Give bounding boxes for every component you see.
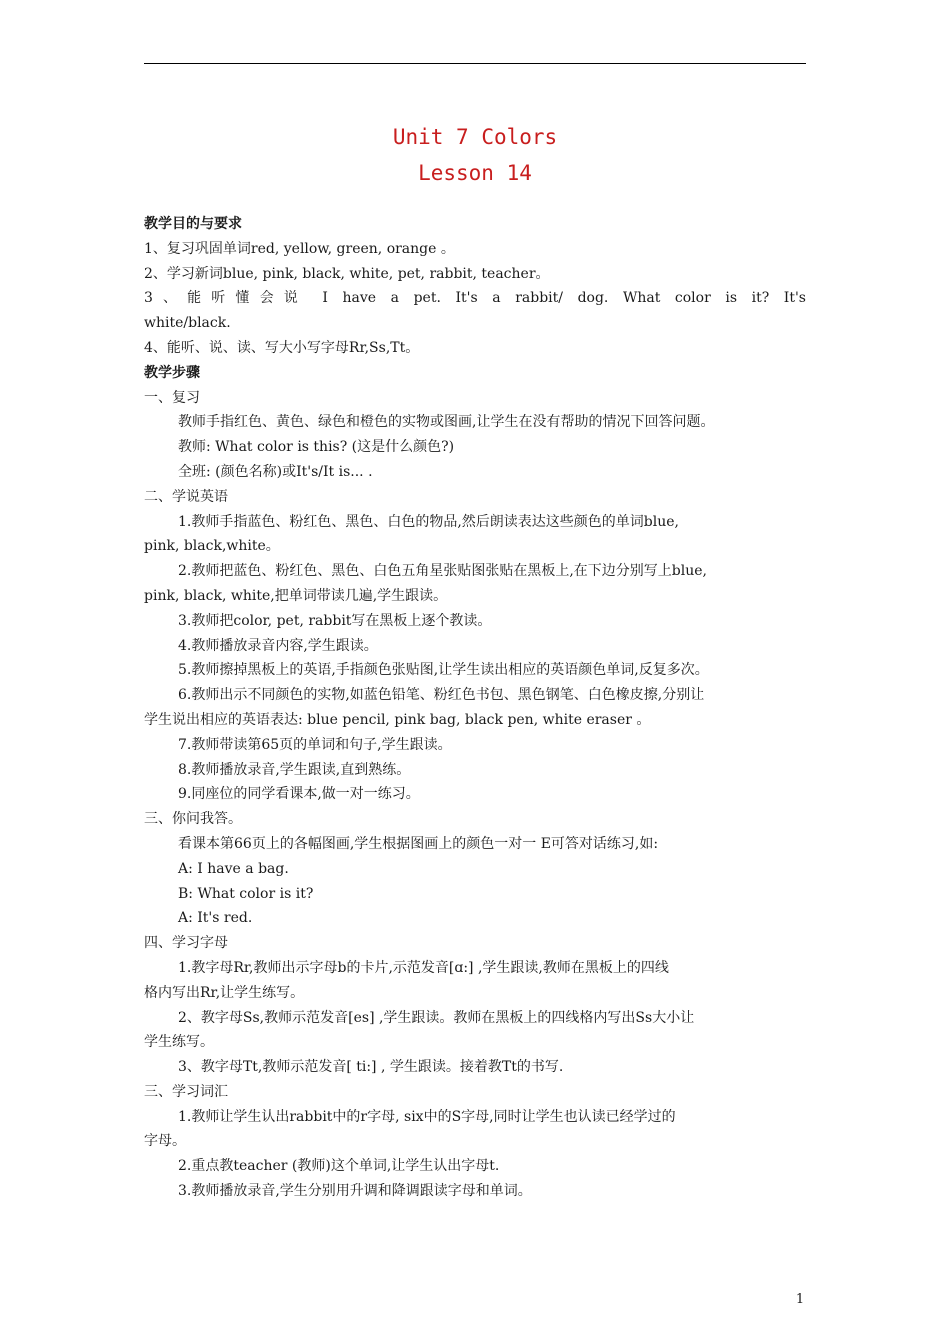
english-line: 4.教师播放录音内容,学生跟读。 — [178, 637, 378, 654]
qa-heading: 三、你问我答。 — [144, 811, 242, 828]
document-body — [144, 212, 806, 1204]
vocab-heading: 三、学习词汇 — [144, 1083, 228, 1100]
english-line: 2.教师把蓝色、粉红色、黑色、白色五角星张贴图张贴在黑板上,在下边分别写上blue, — [178, 563, 707, 580]
objective-item: 4、能听、说、读、写大小写字母Rr,Ss,Tt。 — [144, 339, 420, 356]
review-heading: 一、复习 — [144, 389, 200, 406]
vocab-line: 3.教师播放录音,学生分别用升调和降调跟读字母和单词。 — [178, 1183, 532, 1200]
english-line: 9.同座位的同学看课本,做一对一练习。 — [178, 786, 420, 803]
header-rule — [144, 63, 806, 64]
letters-heading: 四、学习字母 — [144, 935, 228, 952]
english-line: 7.教师带读第65页的单词和句子,学生跟读。 — [178, 736, 452, 753]
letters-line: 2、教字母Ss,教师示范发音[es] ,学生跟读。教师在黑板上的四线格内写出Ss大小让 — [178, 1009, 695, 1026]
objective-item: white/black. — [144, 315, 231, 332]
page-number: 1 — [795, 1292, 805, 1307]
objective-item: 2、学习新词blue, pink, black, white, pet, rabbit, teacher。 — [144, 265, 550, 282]
vocab-line: 2.重点教teacher (教师)这个单词,让学生认出字母t. — [178, 1158, 500, 1175]
review-line: 全班: (颜色名称)或It's/It is... . — [178, 463, 373, 480]
english-line: 学生说出相应的英语表达: blue pencil, pink bag, black pen, white eraser 。 — [144, 711, 651, 728]
objective-item: 3、能听懂会说 I have a pet. It's a rabbit/ dog. What color is it? It's — [144, 290, 806, 307]
english-line: pink, black,white。 — [144, 538, 280, 555]
vocab-line: 1.教师让学生认出rabbit中的r字母, six中的S字母,同时让学生也认读已经学过的 — [178, 1108, 676, 1125]
unit-title: Unit 7 Colors — [392, 125, 558, 149]
qa-line: A: It's red. — [178, 910, 253, 927]
english-line: 5.教师擦掉黑板上的英语,手指颜色张贴图,让学生读出相应的英语颜色单词,反复多次。 — [178, 662, 709, 679]
review-line: 教师: What color is this? (这是什么颜色?) — [178, 439, 455, 456]
english-line: 3.教师把color, pet, rabbit写在黑板上逐个教读。 — [178, 612, 492, 629]
vocab-line: 字母。 — [144, 1133, 186, 1150]
qa-line: B: What color is it? — [178, 885, 314, 902]
english-line: pink, black, white,把单词带读几遍,学生跟读。 — [144, 587, 448, 604]
english-line: 8.教师播放录音,学生跟读,直到熟练。 — [178, 761, 411, 778]
letters-line: 1.教字母Rr,教师出示字母b的卡片,示范发音[ɑ:] ,学生跟读,教师在黑板上的四线 — [178, 959, 669, 976]
objectives-heading: 教学目的与要求 — [144, 216, 242, 232]
lesson-title: Lesson 14 — [418, 161, 532, 185]
qa-line: A: I have a bag. — [178, 860, 289, 877]
steps-heading: 教学步骤 — [144, 364, 200, 381]
english-line: 6.教师出示不同颜色的实物,如蓝色铅笔、粉红色书包、黑色钢笔、白色橡皮擦,分别让 — [178, 687, 705, 704]
review-line: 教师手指红色、黄色、绿色和橙色的实物或图画,让学生在没有帮助的情况下回答问题。 — [178, 414, 715, 431]
objective-item: 1、复习巩固单词red, yellow, green, orange 。 — [144, 240, 455, 257]
letters-line: 3、教字母Tt,教师示范发音[ ti:] , 学生跟读。接着教Tt的书写. — [178, 1059, 564, 1076]
letters-line: 学生练写。 — [144, 1034, 214, 1051]
english-line: 1.教师手指蓝色、粉红色、黑色、白色的物品,然后朗读表达这些颜色的单词blue, — [178, 513, 679, 530]
qa-line: 看课本第66页上的各幅图画,学生根据图画上的颜色一对一 E可答对话练习,如: — [178, 835, 659, 852]
letters-line: 格内写出Rr,让学生练写。 — [144, 984, 305, 1001]
english-heading: 二、学说英语 — [144, 488, 228, 505]
